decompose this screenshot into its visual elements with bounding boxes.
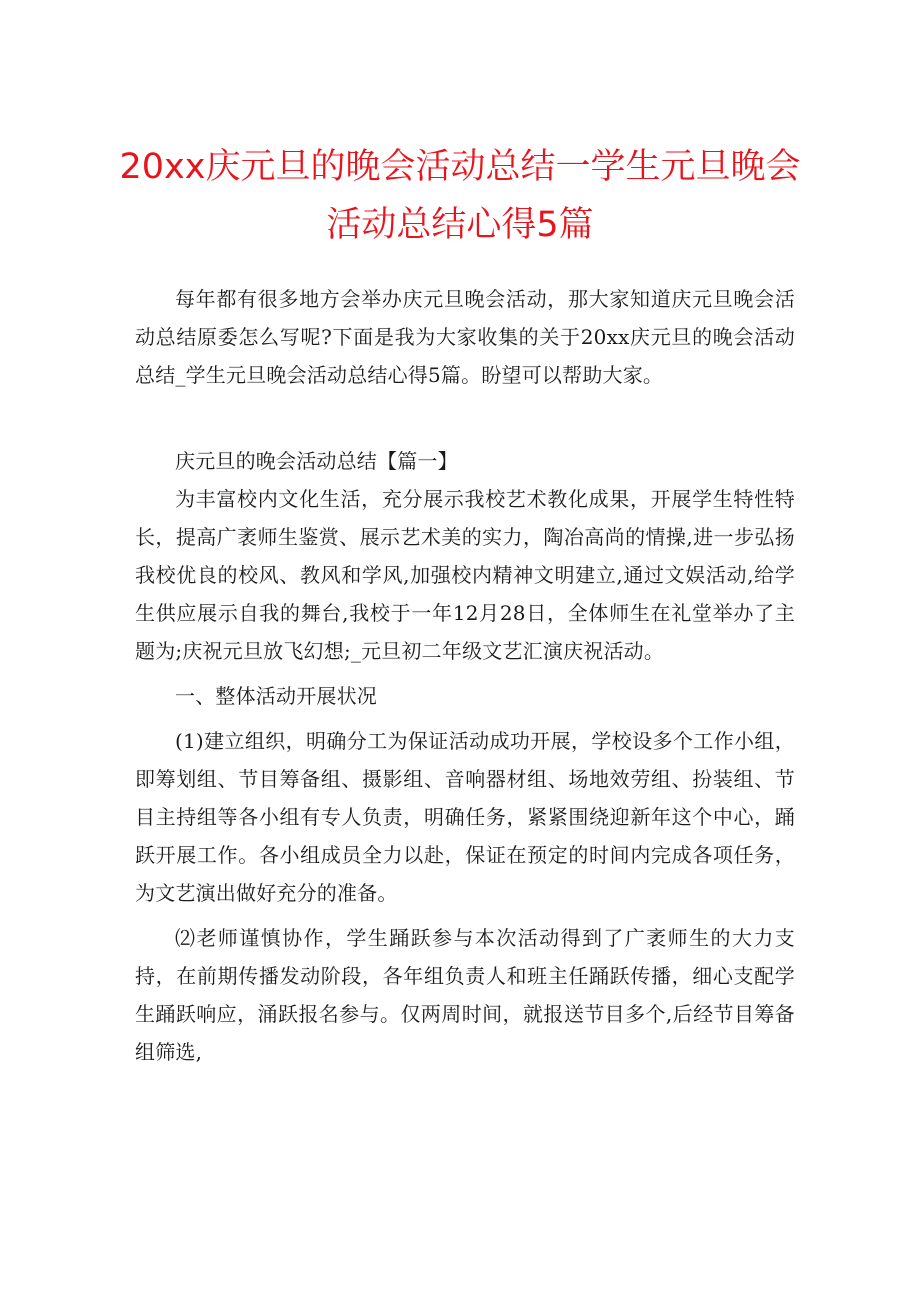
document-title [110,138,810,254]
intro-paragraph: 每年都有很多地方会举办庆元旦晚会活动，那大家知道庆元旦晚会活动总结原委怎么写呢?下面是我为大家收集的关于20xx庆元旦的晚会活动总结_学生元旦晚会活动总结心得5篇。盼望可以帮助大家。 [135,287,795,387]
paragraph-3: ⑵老师谨慎协作，学生踊跃参与本次活动得到了广袤师生的大力支持，在前期传播发动阶段，各年组负责人和班主任踊跃传播，细心支配学生踊跃响应，涌跃报名参与。仅两周时间，就报送节目多个,后经节目筹备组筛选, [135,926,795,1064]
section-title: 庆元旦的晚会活动总结【篇一】 [175,449,458,473]
document-title-line-2: 活动总结心得5篇 [326,205,594,245]
paragraph-2: (1)建立组织，明确分工为保证活动成功开展，学校设多个工作小组，即筹划组、节目筹备组、摄影组、音响器材组、场地效劳组、扮装组、节目主持组等各小组有专人负责，明确任务，紧紧围绕迎新年这个中心，踊跃开展工作。各小组成员全力以赴，保证在预定的时间内完成各项任务，为文艺演出做好充分的准备。 [135,729,795,905]
document-body [135,280,795,1071]
paragraph-1: 为丰富校内文化生活，充分展示我校艺术教化成果，开展学生特性特长，提高广袤师生鉴赏、展示艺术美的实力，陶冶高尚的情操,进一步弘扬我校优良的校风、教风和学风,加强校内精神文明建立,通过文娱活动,给学生供应展示自我的舞台,我校于一年12月28日，全体师生在礼堂举办了主题为;庆祝元旦放飞幻想;_元旦初二年级文艺汇演庆祝活动。 [135,487,795,663]
heading-1: 一、整体活动开展状况 [175,684,377,708]
document-title-line-1: 20xx庆元旦的晚会活动总结一学生元旦晚会 [119,147,801,187]
